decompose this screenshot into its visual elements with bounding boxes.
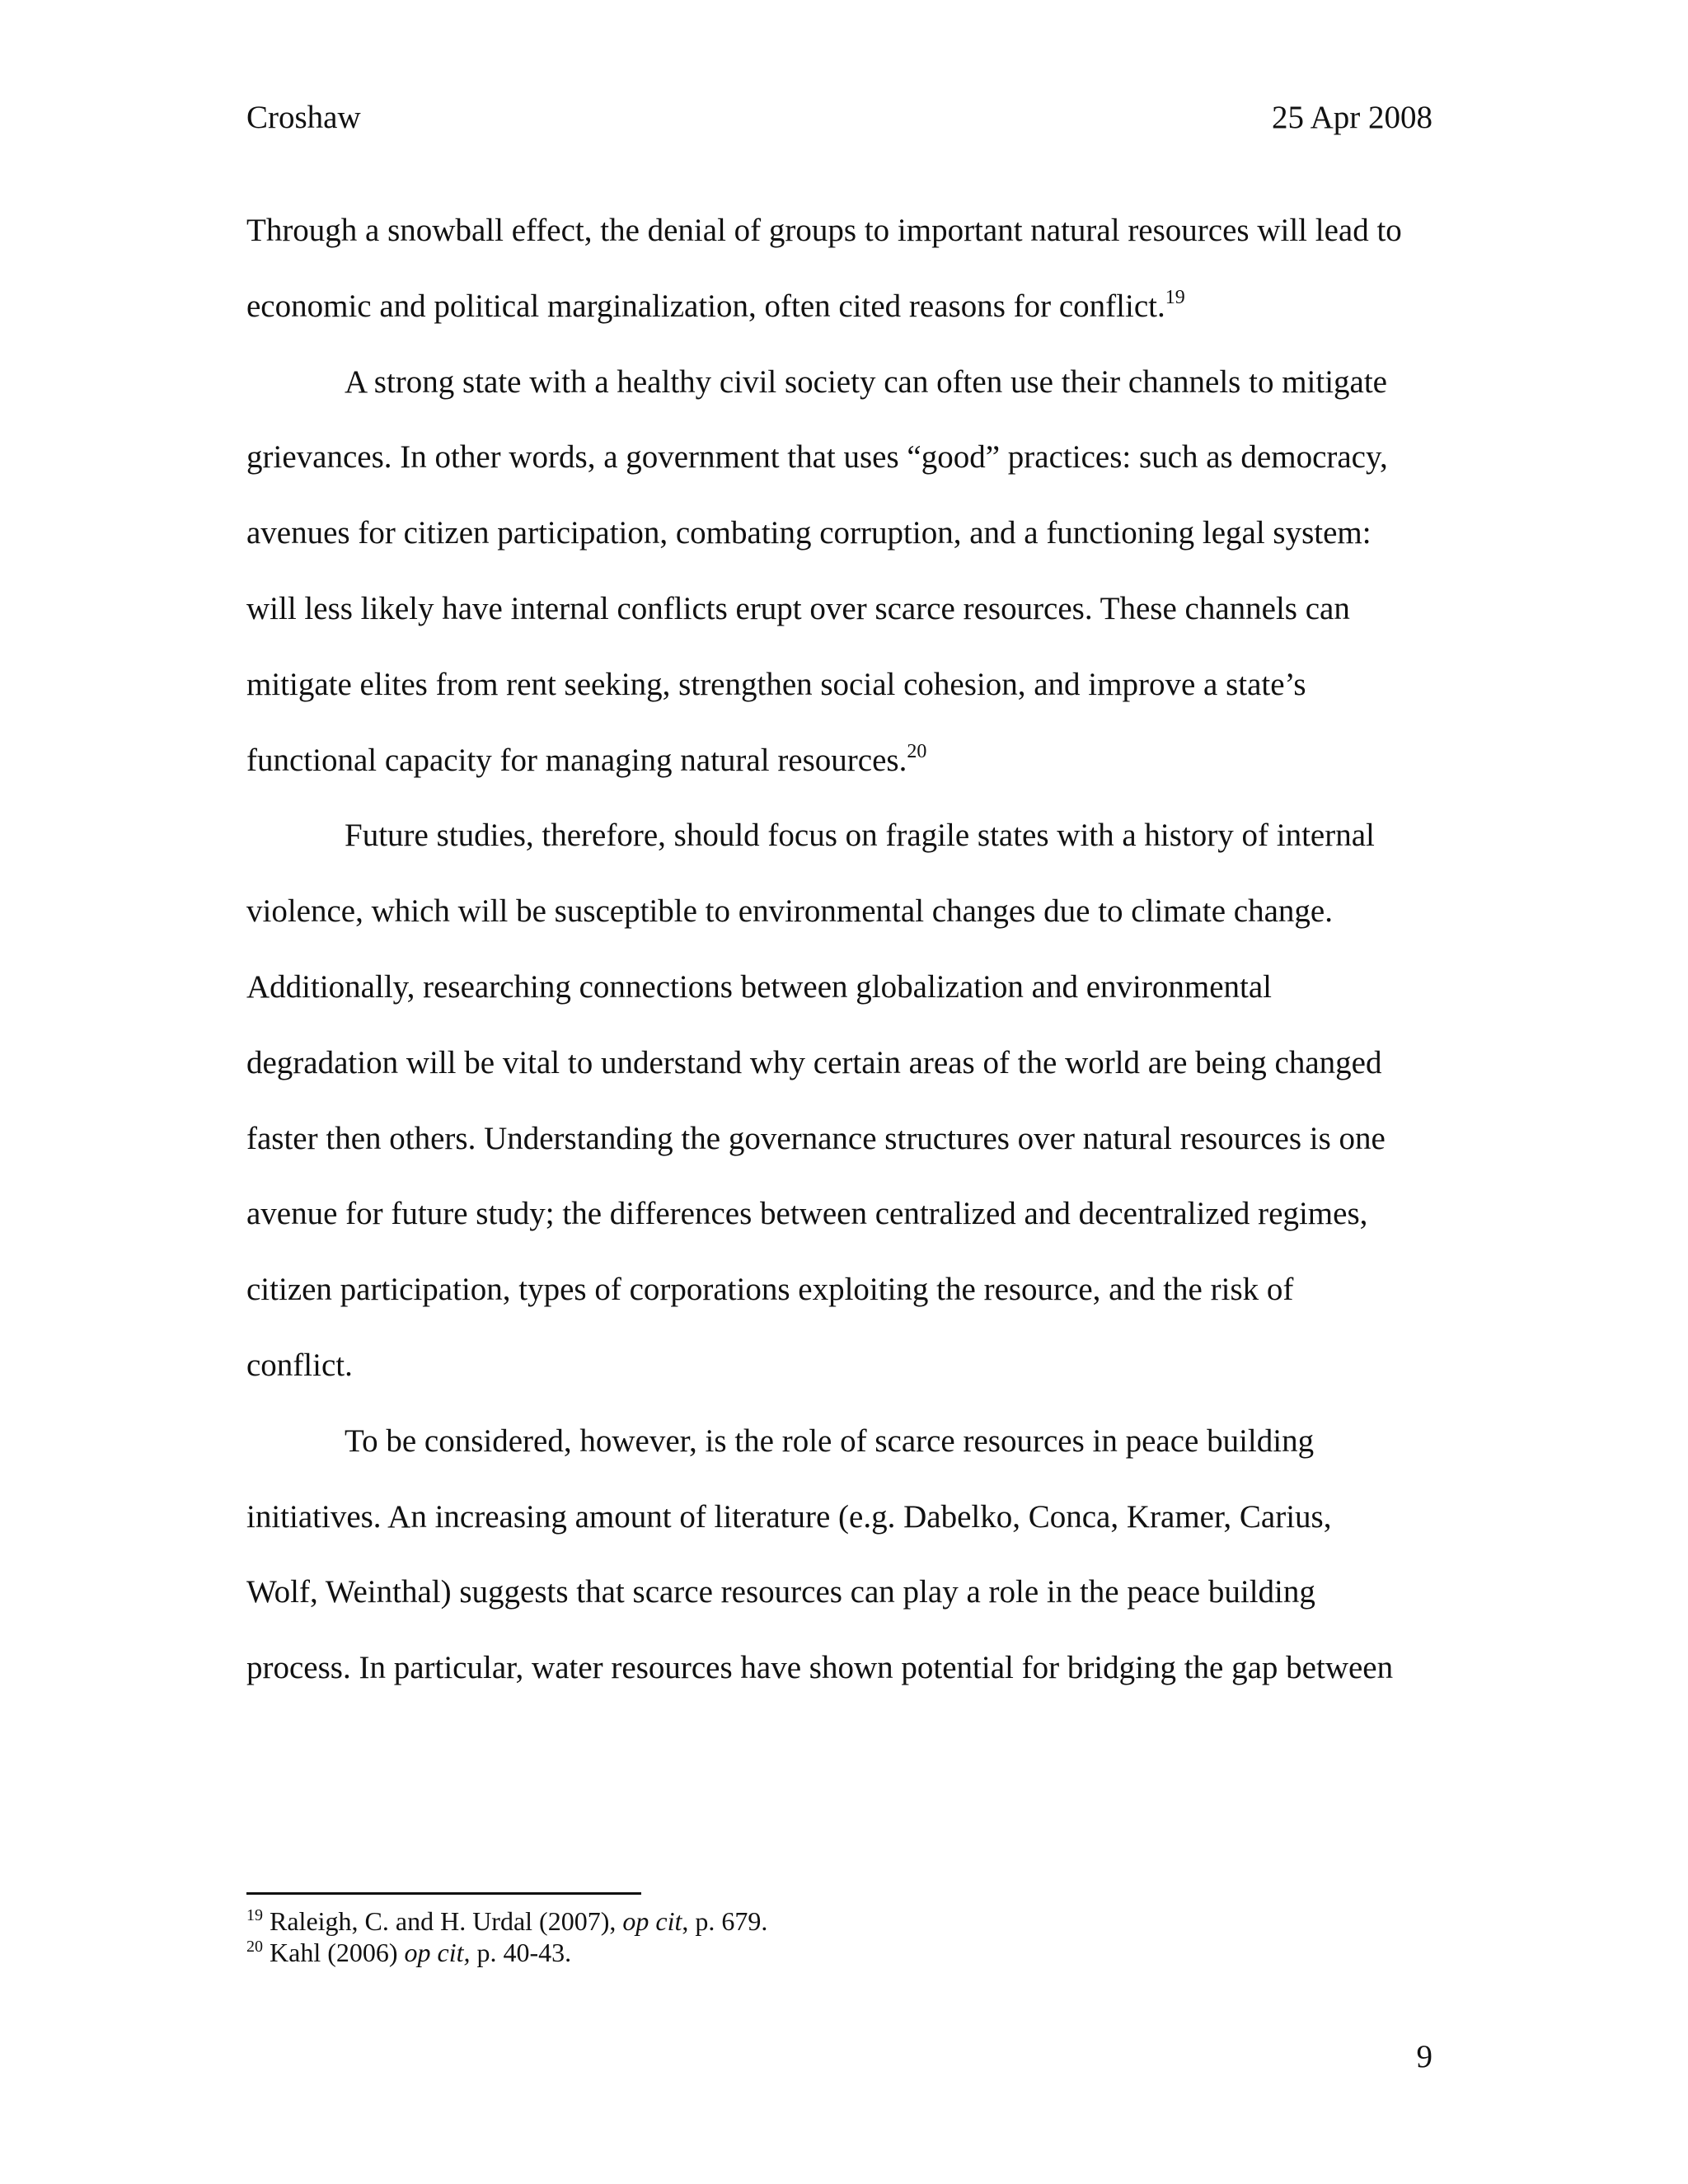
footnote-text: p. 40-43.: [470, 1938, 572, 1967]
footnote-separator: [246, 1892, 641, 1895]
text-line: avenue for future study; the differences between centralized and decentralized regimes,: [246, 1196, 1368, 1232]
footnote-ref-19[interactable]: 19: [1165, 286, 1185, 308]
header-author: Croshaw: [246, 100, 361, 135]
text-line: To be considered, however, is the role of scarce resources in peace building: [345, 1422, 1315, 1459]
footnotes: [246, 1905, 1432, 1968]
text-line: Wolf, Weinthal) suggests that scarce resources can play a role in the peace building: [246, 1574, 1315, 1610]
text-line: [246, 269, 1432, 344]
text-line: mitigate elites from rent seeking, strengthen social cohesion, and improve a state’s: [246, 666, 1306, 702]
page-number: 9: [1416, 2039, 1432, 2074]
paragraph-4: [246, 1404, 1432, 1706]
paragraph-2: [246, 344, 1432, 799]
footnote-text: Kahl (2006): [270, 1938, 405, 1967]
footnote-number: 19: [246, 1906, 263, 1924]
text-line: process. In particular, water resources have shown potential for bridging the gap between: [246, 1650, 1394, 1686]
text-line: initiatives. An increasing amount of literature (e.g. Dabelko, Conca, Kramer, Carius,: [246, 1498, 1332, 1535]
footnote-ref-20[interactable]: 20: [907, 740, 927, 762]
text-segment: functional capacity for managing natural resources.: [246, 742, 907, 778]
text-line: [246, 723, 1432, 799]
text-line: faster then others. Understanding the governance structures over natural resources is one: [246, 1120, 1386, 1156]
footnote-number: 20: [246, 1938, 263, 1956]
footnote-text: Raleigh, C. and H. Urdal (2007),: [270, 1906, 623, 1936]
text-line: degradation will be vital to understand why certain areas of the world are being changed: [246, 1044, 1382, 1080]
header-date: 25 Apr 2008: [1272, 100, 1432, 135]
footnote-italic: op cit,: [404, 1938, 471, 1967]
body-text: [246, 193, 1432, 1706]
text-line: Through a snowball effect, the denial of groups to important natural resources will lead to: [246, 213, 1402, 248]
text-line: citizen participation, types of corporations exploiting the resource, and the risk of: [246, 1272, 1294, 1308]
text-line: grievances. In other words, a government that uses “good” practices: such as democracy,: [246, 439, 1388, 476]
text-line: conflict.: [246, 1347, 353, 1383]
text-line: Future studies, therefore, should focus on fragile states with a history of internal: [345, 818, 1375, 854]
footnote-19: [246, 1905, 1432, 1937]
text-line: will less likely have internal conflicts erupt over scarce resources. These channels can: [246, 590, 1350, 626]
text-line: violence, which will be susceptible to environmental changes due to climate change.: [246, 893, 1333, 930]
text-line: avenues for citizen participation, combating corruption, and a functioning legal system:: [246, 515, 1372, 551]
footnote-20: [246, 1937, 1432, 1968]
text-line: Additionally, researching connections between globalization and environmental: [246, 968, 1272, 1005]
running-header: [246, 95, 1432, 141]
paragraph-1: [246, 193, 1432, 344]
paragraph-3: [246, 798, 1432, 1403]
footnote-italic: op cit: [622, 1906, 682, 1936]
text-segment: economic and political marginalization, often cited reasons for conflict.: [246, 288, 1165, 324]
text-line: A strong state with a healthy civil society can often use their channels to mitigate: [345, 363, 1387, 400]
footnote-text: , p. 679.: [682, 1906, 768, 1936]
